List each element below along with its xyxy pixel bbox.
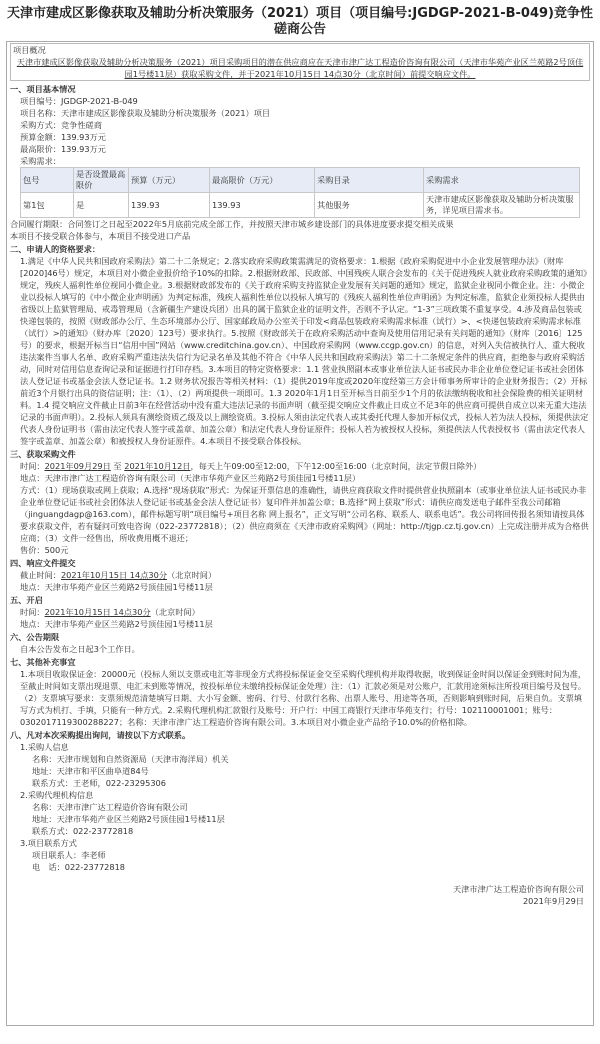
obtain-time-mid: 至 xyxy=(110,461,125,471)
submission-deadline xyxy=(10,569,590,581)
consortium-note: 本项目不接受联合体参与，本项目不接受进口产品 xyxy=(10,231,191,241)
page xyxy=(6,0,594,1026)
table-cell: 139.93 xyxy=(210,193,315,218)
submission-deadline-label: 截止时间： xyxy=(20,570,61,580)
overview-text: 天津市建成区影像获取及辅助分析决策服务（2021）项目采购项目的潜在供应商应在天津市津广达工程造价咨询有限公司（天津市华苑产业区兰苑路2号顶佳园1号楼11层）获取采购文件，并于2021年10月15日 14点30分（北京时间）前提交响应文件。 xyxy=(16,57,584,79)
obtain-time-label: 时间： xyxy=(20,461,45,471)
table-cell: 第1包 xyxy=(21,193,74,218)
procurement-demand-label: 采购需求： xyxy=(20,156,61,166)
table-header-cell: 包号 xyxy=(21,168,74,193)
agency-title: 2.采购代理机构信息 xyxy=(20,790,94,800)
other-matters-text: 1.本项目收取保证金：20000元（投标人须以支票或电汇等非现金方式将投标保证金交至采购代理机构并取得收据，收到保证金时间以保证金到账时间为准，至截止时间如支票出现退票、电汇未到账等情况，按投标单位未缴纳投标保证金处理）注：（1）汇款必须是对公账户，汇款用途须标注所投项目编号及包号。（2）支票填写要求：支票须规范清楚填写日期、大小写金额、密码、行号、付款行名称、出票人账号、用途等各项，否则影响到账时间，后果自负。支票填写方式为机打、手填，只能有一种方式。2.采购代理机构汇款银行及账号：开户行：中国工商银行天津市华苑支行；行号：102110001001；账号：0302017119300288227；名称：天津市津广达工程造价咨询有限公司。3.本项目对小微企业产品给予10.0%的价格扣除。 xyxy=(20,669,587,727)
section-basic-info-heading: 一、项目基本情况 xyxy=(10,84,76,94)
overview-label: 项目概况 xyxy=(13,45,46,55)
section-notice-period-heading: 六、公告期限 xyxy=(10,632,60,642)
table-cell: 139.93 xyxy=(129,193,210,218)
section-submission-heading: 四、响应文件提交 xyxy=(10,558,76,568)
table-header-cell: 采购需求 xyxy=(424,168,580,193)
submission-place: 地点：天津市华苑产业区兰苑路2号顶佳园1号楼11层 xyxy=(20,582,213,592)
purchaser-contact: 联系方式：王老师，022-23295306 xyxy=(32,778,166,788)
section-qualification-text: 1.满足《中华人民共和国政府采购法》第二十二条规定；2.落实政府采购政策需满足的资格要求：1.根据《政府采购促进中小企业发展管理办法》（财库[2020]46号）规定，本项目对小微企业报价给予10%的扣除。2.根据财政部、民政部、中国残疾人联合会发布的《关于促进残疾人就业政府采购政策的通知》规定，残疾人福利性单位视同小微企业。3.根据财政部发布的《关于政府采购支持监狱企业发展有关问题的通知》规定，监狱企业视同小微企业。注：小微企业以投标人填写的《中小微企业声明函》为判定标准，残疾人福利性单位以投标人填写的《残疾人福利性单位声明函》为判定标准，监狱企业须投标人提供由省级以上监狱管理局、戒毒管理局（含新疆生产建设兵团）出具的属于监狱企业的证明文件，否则不予认定。“1-3”三项政策不重复享受。4.涉及商品包装或快递包装的，按照《财政部办公厅、生态环境部办公厅、国家邮政局办公室关于印发<商品包装政府采购需求标准（试行）>、<快递包装政府采购需求标准（试行）>的通知》（财办库〔2020〕123号）要求执行。5.按照《财政部关于在政府采购活动中查询及使用信用记录有关问题的通知》（财库〔2016〕125号）的要求，根据开标当日“信用中国”网站（www.creditchina.gov.cn）、中国政府采购网（www.ccgp.gov.cn）的信息，对列入失信被执行人、重大税收违法案件当事人名单、政府采购严重违法失信行为记录名单及其他不符合《中华人民共和国政府采购法》第二十二条规定条件的供应商，拒绝参与政府采购活动，同时对信用信息查询记录和证据进行打印存档。3.本项目的特定资格要求：1.1 营业执照副本或事业单位法人证书或民办非企业单位登记证书或社会团体法人登记证书或基金会法人登记证书。1.2 财务状况报告等相关材料：（1）提供2019年度或2020年度经第三方会计师事务所审计的企业财务报告；（2）开标前近3个月银行出具的资信证明；注：（1）、（2）两项提供一项即可。1.3 2020年1月1日至开标当日前至少1个月的依法缴纳税收和社会保险费的相关证明材料。1.4 提交响应文件截止日前3年在经营活动中没有重大违法记录的书面声明（截至提交响应文件截止日成立不足3年的供应商可提供自成立以来无重大违法记录的书面声明）。2.投标人须具有测绘资质乙级及以上测绘资质。3.投标人须由法定代表人或其委托代理人参加开标仪式，投标人若为法人投标，须提供法定代表人身份证明书（需由法定代表人签字或盖章、加盖公章）和法定代表人身份证原件；投标人若为被授权人投标，须提供法人代表授权书（需由法定代表人签字或盖章、加盖公章）和被授权人身份证原件。4.本项目不接受联合体投标。 xyxy=(20,256,589,446)
table-header-cell: 采购目录 xyxy=(315,168,424,193)
opening-time-rest: （北京时间） xyxy=(150,607,200,617)
table-cell: 其他服务 xyxy=(315,193,424,218)
table-row xyxy=(21,193,580,218)
submission-deadline-value: 2021年10月15日 14点30分 xyxy=(60,570,168,580)
table-header-cell: 预算（万元） xyxy=(129,168,210,193)
signature-block xyxy=(10,883,590,907)
announcement-body xyxy=(6,41,594,1026)
purchaser-title: 1.采购人信息 xyxy=(20,742,69,752)
notice-period-text: 自本公告发布之日起3个工作日。 xyxy=(20,644,140,654)
project-contact-person: 项目联系人：李老师 xyxy=(32,850,106,860)
obtain-time xyxy=(10,460,590,472)
agency-address: 地址：天津市华苑产业区兰苑路2号顶佳园1号楼11层 xyxy=(32,814,225,824)
signature-date: 2021年9月29日 xyxy=(522,896,584,906)
page-title: 天津市建成区影像获取及辅助分析决策服务（2021）项目（项目编号:JGDGP-2021-B-049)竞争性磋商公告 xyxy=(6,6,593,37)
procurement-method: 采购方式：竞争性磋商 xyxy=(20,120,102,130)
obtain-time-start: 2021年09月29日 xyxy=(44,461,111,471)
project-contact-phone: 电 话：022-23772818 xyxy=(32,862,126,872)
opening-time xyxy=(10,606,590,618)
section-opening-heading: 五、开启 xyxy=(10,595,43,605)
package-table-header xyxy=(21,168,580,193)
project-contact-title: 3.项目联系方式 xyxy=(20,838,77,848)
obtain-place: 地点：天津市津广达工程造价咨询有限公司（天津市华苑产业区兰苑路2号顶佳园1号楼11层） xyxy=(20,473,361,483)
contract-term: 合同履行期限：合同签订之日起至2022年5月底前完成全部工作，并按照天津市城乡建设部门的具体进度要求提交相关成果 xyxy=(10,219,454,229)
contact-info xyxy=(10,741,590,873)
budget-amount: 预算金额：139.93万元 xyxy=(20,132,106,142)
table-cell: 是 xyxy=(74,193,129,218)
table-header-cell: 最高限价（万元） xyxy=(210,168,315,193)
submission-deadline-rest: （北京时间） xyxy=(167,570,217,580)
section-obtain-docs-heading: 三、获取采购文件 xyxy=(10,449,76,459)
opening-place: 地点：天津市华苑产业区兰苑路2号顶佳园1号楼11层 xyxy=(20,619,213,629)
table-cell: 天津市建成区影像获取及辅助分析决策服务，详见项目需求书。 xyxy=(424,193,580,218)
project-number: 项目编号：JGDGP-2021-B-049 xyxy=(20,96,138,106)
obtain-method: 方式：（1）现场获取或网上获取；A.选择“现场获取”形式：为保证开票信息的准确性，请供应商获取文件时提供营业执照副本（或事业单位法人证书或民办非企业单位登记证书或社会团体法人登记证书或基金会法人登记证书）复印件并加盖公章；B.选择“网上获取”形式：请供应商发送电子邮件至我公司邮箱（jinguangdagp@163.com），邮件标题写明“项目编号+项目名称 网上报名”，正文写明“公司名称、联系人、联系电话”。我公司将回传报名须知请按具体要求获取文件，若有疑问可致电咨询（022-23772818）；（2）供应商须在《天津市政府采购网》（网址：http://tjgp.cz.tj.gov.cn）上完成注册并成为合格供应商；（3）文件一经售出，所收费用概不退还； xyxy=(20,485,589,543)
agency-name: 名称：天津市津广达工程造价咨询有限公司 xyxy=(32,802,188,812)
obtain-time-rest: ，每天上午09:00至12:00，下午12:00至16:00（北京时间，法定节假日除外） xyxy=(190,461,482,471)
table-header-cell: 是否设置最高限价 xyxy=(74,168,129,193)
overview-box xyxy=(10,43,590,81)
section-basic-info xyxy=(10,95,590,242)
package-table xyxy=(20,167,580,218)
purchaser-name: 名称：天津市规划和自然资源局（天津市海洋局）机关 xyxy=(32,754,229,764)
obtain-time-end: 2021年10月12日 xyxy=(124,461,191,471)
document-price: 售价：500元 xyxy=(20,545,69,555)
max-price: 最高限价：139.93万元 xyxy=(20,144,106,154)
section-qualification-heading: 二、申请人的资格要求： xyxy=(10,244,101,254)
project-name: 项目名称：天津市建成区影像获取及辅助分析决策服务（2021）项目 xyxy=(20,108,271,118)
opening-time-value: 2021年10月15日 14点30分 xyxy=(44,607,151,617)
section-contact-heading: 八、凡对本次采购提出询问，请按以下方式联系。 xyxy=(10,730,191,740)
section-other-matters-heading: 七、其他补充事宜 xyxy=(10,657,76,667)
agency-contact: 联系方式：022-23772818 xyxy=(32,826,134,836)
purchaser-address: 地址：天津市和平区曲阜道84号 xyxy=(32,766,149,776)
opening-time-label: 时间： xyxy=(20,607,45,617)
signature-org: 天津市津广达工程造价咨询有限公司 xyxy=(452,884,584,894)
